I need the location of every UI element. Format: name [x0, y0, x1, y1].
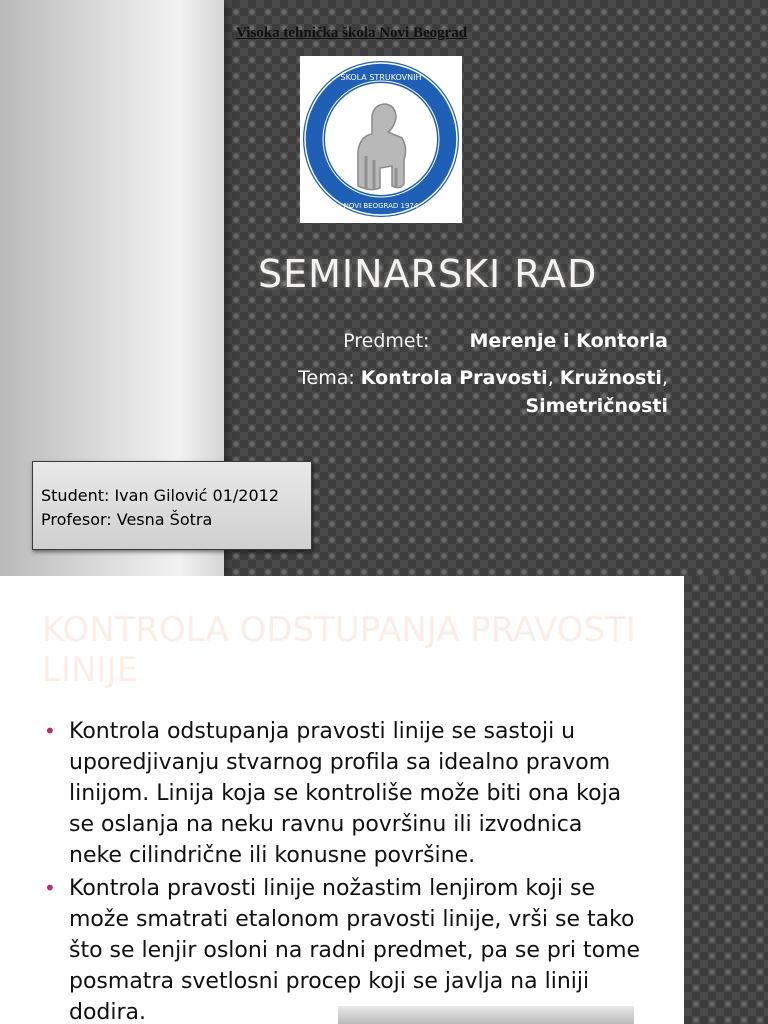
- svg-text:NOVI BEOGRAD 1974: NOVI BEOGRAD 1974: [343, 202, 419, 210]
- subject-value: Merenje i Kontorla: [469, 330, 668, 352]
- bullet-item: [42, 716, 642, 871]
- profesor-line: Profesor: Vesna Šotra: [41, 510, 213, 529]
- slide-content: [0, 576, 768, 1024]
- topic-label: Tema:: [298, 367, 355, 389]
- topic-row: Tema: Kontrola Pravosti, Kružnosti, Simetričnosti: [298, 367, 668, 417]
- author-info-box: [32, 461, 312, 550]
- bullet-list: [42, 716, 642, 1024]
- topic-value-3: Simetričnosti: [525, 395, 668, 417]
- bullet-item: [42, 873, 642, 1024]
- slide-title-text: SEMINARSKI RAD: [258, 252, 598, 296]
- slide-heading: KONTROLA ODSTUPANJA PRAVOSTI LINIJE: [42, 610, 636, 690]
- subject-row: [343, 330, 668, 352]
- school-seal-icon: [300, 56, 462, 223]
- school-logo: [300, 56, 462, 223]
- topic-value-1: Kontrola Pravosti: [360, 367, 548, 389]
- ruler-photo: [338, 1006, 634, 1024]
- student-line: Student: Ivan Gilović 01/2012: [41, 486, 280, 505]
- topic-value-2: Kružnosti: [559, 367, 662, 389]
- bullet-dot-icon: •: [44, 876, 56, 900]
- subject-label: Predmet:: [343, 330, 430, 352]
- content-panel: [0, 576, 684, 1024]
- bullet-dot-icon: •: [44, 719, 56, 743]
- svg-text:ŠKOLA STRUKOVNIH: ŠKOLA STRUKOVNIH: [340, 73, 422, 82]
- bullet-text: Kontrola odstupanja pravosti linije se sastoji u uporedjivanju stvarnog profila sa idealno pravom linijom. Linija koja se kontroliše može biti ona koja se oslanja na neku ravnu površinu ili izvodnica neke cilindrične ili konusne površine.: [69, 719, 622, 868]
- background-pattern: [684, 576, 768, 1024]
- bullet-text: Kontrola pravosti linije nožastim lenjirom koji se može smatrati etalonom pravosti linije, vrši se tako što se lenjir osloni na radni predmet, pa se pri tome posmatra svetlosni procep koji se javlja na liniji dodira.: [69, 876, 641, 1024]
- school-name: Visoka tehnička škola Novi Beograd: [236, 25, 468, 41]
